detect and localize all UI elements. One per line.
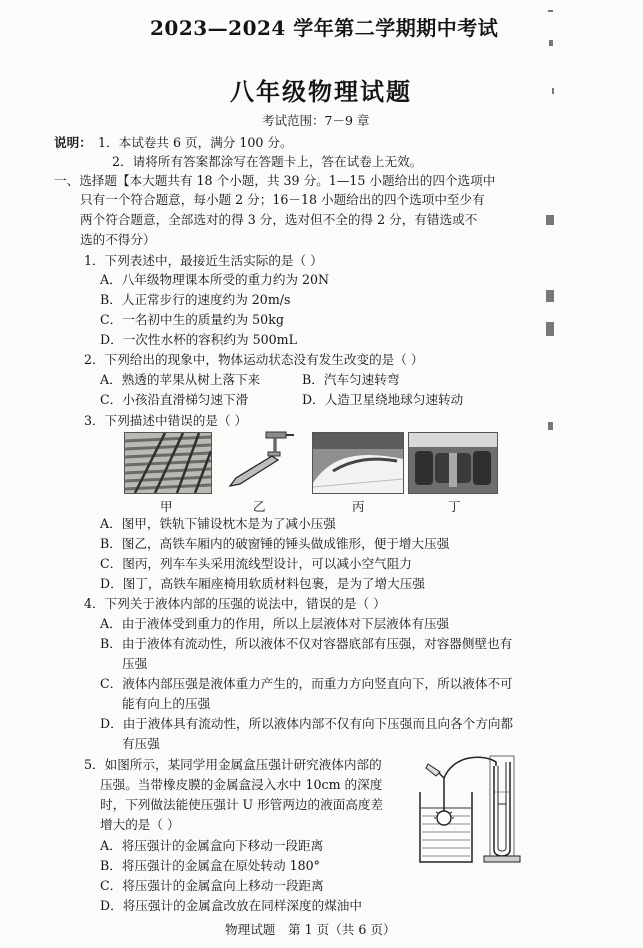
question-5-stem-line: 时，下列做法能使压强计 U 形管两边的液面高度差 [100, 797, 384, 812]
question-2-stem: 2．下列给出的现象中，物体运动状态没有发生改变的是（ ） [84, 352, 424, 367]
scan-edge-mark [552, 88, 554, 94]
question-3-option-c: C．图丙，列车车头采用流线型设计，可以减小空气阻力 [100, 556, 412, 571]
scan-edge-mark [546, 290, 554, 302]
pressure-gauge-diagram [414, 752, 524, 868]
scan-edge-mark [546, 322, 554, 336]
question-2-option-b: B．汽车匀速转弯 [302, 372, 400, 387]
question-4-option-c: C．液体内部压强是液体重力产生的，而重力方向竖直向下，所以液体不可 [100, 676, 513, 691]
question-5-option-b: B．将压强计的金属盒在原处转动 180° [100, 858, 320, 873]
scan-edge-mark [548, 422, 553, 430]
page-footer: 物理试题 第 1 页（共 6 页） [225, 922, 396, 937]
question-3-option-a: A．图甲，铁轨下铺设枕木是为了减小压强 [100, 516, 336, 531]
figure-caption-bing: 丙 [352, 499, 365, 514]
figure-caption-yi: 乙 [253, 499, 266, 514]
exam-scope: 考试范围：7－9 章 [262, 113, 370, 128]
question-2-option-d: D．人造卫星绕地球匀速转动 [302, 392, 464, 407]
exam-subtitle: 八年级物理试题 [230, 77, 412, 106]
figure-caption-jia: 甲 [160, 499, 173, 514]
question-4-stem: 4．下列关于液体内部的压强的说法中，错误的是（ ） [84, 596, 386, 611]
question-1-option-a: A．八年级物理课本所受的重力约为 20N [100, 272, 330, 287]
question-1-option-d: D．一次性水杯的容积约为 500mL [100, 332, 297, 347]
question-1-option-b: B．人正常步行的速度约为 20m/s [100, 292, 291, 307]
question-4-option-c-cont: 能有向上的压强 [122, 696, 211, 711]
question-4-option-b: B．由于液体有流动性，所以液体不仅对容器底部有压强，对容器侧壁也有 [100, 636, 513, 651]
instructions-line: 2．请将所有答案都涂写在答题卡上，答在试卷上无效。 [112, 154, 423, 169]
section-heading: 一、选择题【本大题共有 18 个小题，共 39 分。1—15 小题给出的四个选项中 [54, 173, 496, 188]
question-3-option-b: B．图乙，高铁车厢内的破窗锤的锤头做成锥形，便于增大压强 [100, 536, 450, 551]
question-5-stem-line: 增大的是（ ） [100, 817, 180, 832]
scan-edge-mark [548, 10, 553, 12]
scan-edge-mark [549, 40, 553, 46]
question-4-option-d-cont: 有压强 [122, 736, 160, 751]
section-heading-line: 只有一个符合题意，每小题 2 分；16－18 小题给出的四个选项中至少有 [80, 192, 485, 207]
question-2-option-a: A．熟透的苹果从树上落下来 [100, 372, 261, 387]
railway-track-photo [124, 432, 212, 494]
question-3-option-d: D．图丁，高铁车厢座椅用软质材料包裹，是为了增大压强 [100, 576, 425, 591]
question-1-stem: 1．下列表述中，最接近生活实际的是（ ） [84, 253, 323, 268]
question-5-option-d: D．将压强计的金属盒改放在同样深度的煤油中 [100, 898, 362, 913]
question-4-option-a: A．由于液体受到重力的作用，所以上层液体对下层液体有压强 [100, 616, 450, 631]
section-heading-line: 两个符合题意，全部选对的得 3 分，选对但不全的得 2 分，有错选或不 [80, 212, 478, 227]
question-4-option-d: D．由于液体具有流动性，所以液体内部不仅有向下压强而且向各个方向都 [100, 716, 514, 731]
train-seats-photo [408, 432, 498, 494]
instructions-line: 1．本试卷共 6 页，满分 100 分。 [98, 135, 293, 150]
question-4-option-b-cont: 压强 [122, 656, 148, 671]
instructions-label: 说明： [54, 135, 92, 150]
question-5-stem: 5．如图所示，某同学用金属盒压强计研究液体内部的 [84, 757, 382, 772]
safety-hammer-figure [222, 426, 302, 492]
train-nose-photo [312, 432, 404, 494]
question-5-option-c: C．将压强计的金属盒向上移动一段距离 [100, 878, 324, 893]
question-5-option-a: A．将压强计的金属盒向下移动一段距离 [100, 838, 324, 853]
figure-caption-ding: 丁 [448, 499, 461, 514]
question-5-stem-line: 压强。当带橡皮膜的金属盒浸入水中 10cm 的深度 [100, 777, 383, 792]
exam-title: 2023—2024 学年第二学期期中考试 [150, 16, 499, 40]
question-1-option-c: C．一名初中生的质量约为 50kg [100, 312, 284, 327]
section-heading-line: 选的不得分） [80, 232, 156, 247]
question-3-stem: 3．下列描述中错误的是（ ） [84, 413, 248, 428]
scan-edge-mark [546, 215, 554, 225]
question-2-option-c: C．小孩沿直滑梯匀速下滑 [100, 392, 249, 407]
